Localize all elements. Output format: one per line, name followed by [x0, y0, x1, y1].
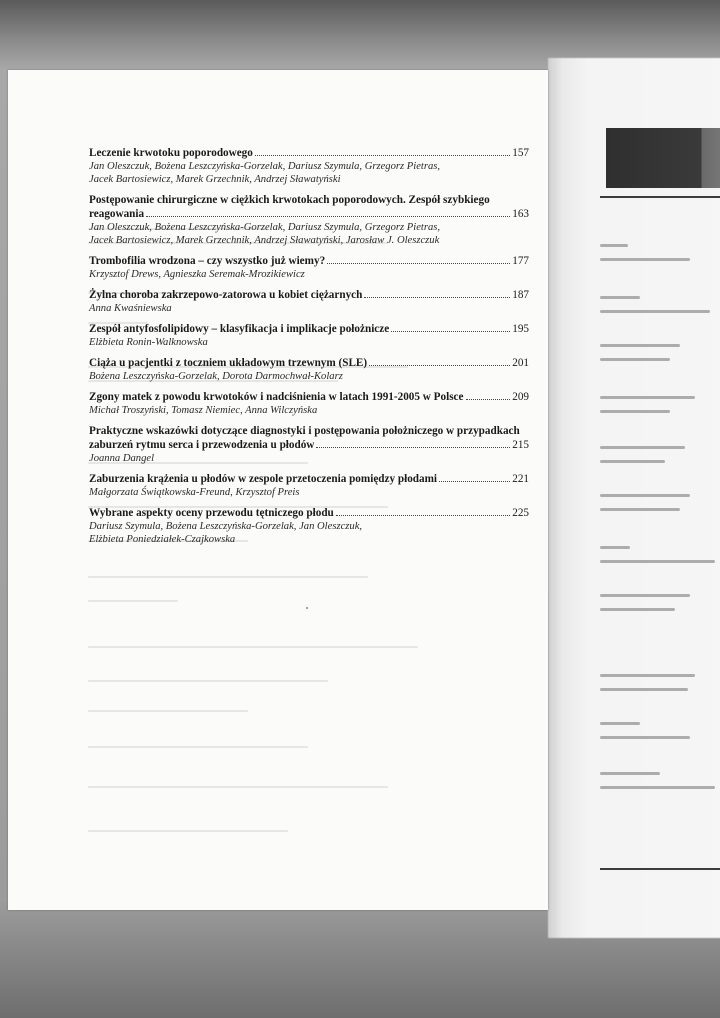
toc-entry-authors: Jacek Bartosiewicz, Marek Grzechnik, Andrzej Sławatyński [89, 174, 341, 185]
leader-dots [439, 481, 510, 482]
adjacent-page-faint-text [600, 410, 670, 413]
toc-entry-page: 163 [512, 208, 529, 220]
leader-dots [146, 216, 510, 217]
adjacent-page-rule [600, 196, 720, 198]
toc-entry-authors: Małgorzata Świątkowska-Freund, Krzysztof Preis [89, 487, 300, 498]
adjacent-page-faint-text [600, 446, 685, 449]
adjacent-page-faint-text [600, 546, 630, 549]
toc-entry [89, 506, 529, 546]
adjacent-page-faint-text [600, 722, 640, 725]
toc-entry-title[interactable]: Zgony matek z powodu krwotoków i nadciśnienia w latach 1991-2005 w Polsce [89, 391, 464, 403]
adjacent-page-faint-text [600, 358, 670, 361]
adjacent-page-faint-text [600, 560, 715, 563]
toc-entry-page: 201 [512, 357, 529, 369]
toc-entry [89, 322, 529, 349]
toc-entry [89, 254, 529, 281]
adjacent-page-faint-text [600, 508, 680, 511]
toc-entry [89, 424, 529, 465]
leader-dots [327, 263, 510, 264]
show-through-line [88, 746, 308, 748]
toc-entry-authors: Joanna Dangel [89, 453, 155, 464]
toc-entry-title[interactable]: Żylna choroba zakrzepowo-zatorowa u kobiet ciężarnych [89, 289, 363, 301]
adjacent-page-faint-text [600, 736, 690, 739]
toc-entry-page: 225 [512, 507, 529, 519]
leader-dots [316, 447, 510, 448]
toc-entry-authors: Jan Oleszczuk, Bożena Leszczyńska-Gorzelak, Dariusz Szymula, Grzegorz Pietras, [89, 222, 441, 233]
adjacent-page-faint-text [600, 786, 715, 789]
adjacent-page-faint-text [600, 396, 695, 399]
toc-entry-page: 187 [512, 289, 529, 301]
adjacent-page-faint-text [600, 772, 660, 775]
paper-speck [306, 607, 308, 609]
toc-entry-authors: Michał Troszyński, Tomasz Niemiec, Anna Wilczyńska [89, 405, 318, 416]
adjacent-page-faint-text [600, 494, 690, 497]
show-through-line [88, 576, 368, 578]
adjacent-page-rule [600, 868, 720, 870]
toc-entry-page: 195 [512, 323, 529, 335]
show-through-line [88, 646, 418, 648]
leader-dots [391, 331, 510, 332]
adjacent-page-faint-text [600, 674, 695, 677]
toc-entry-authors: Dariusz Szymula, Bożena Leszczyńska-Gorzelak, Jan Oleszczuk, [89, 521, 363, 532]
leader-dots [369, 365, 510, 366]
toc-entry-authors: Jan Oleszczuk, Bożena Leszczyńska-Gorzelak, Dariusz Szymula, Grzegorz Pietras, [89, 161, 441, 172]
toc-entry-authors: Bożena Leszczyńska-Gorzelak, Dorota Darmochwał-Kolarz [89, 371, 343, 382]
toc-entry-authors: Elżbieta Ronin-Walknowska [89, 337, 208, 348]
toc-entry-title[interactable]: zaburzeń rytmu serca i przewodzenia u płodów [89, 439, 315, 451]
leader-dots [336, 515, 510, 516]
show-through-line [88, 600, 178, 602]
toc-entry-title[interactable]: Ciąża u pacjentki z toczniem układowym trzewnym (SLE) [89, 357, 368, 369]
toc-entry-title[interactable]: Zaburzenia krążenia u płodów w zespole przetoczenia pomiędzy płodami [89, 473, 438, 485]
toc-entry [89, 193, 529, 247]
leader-dots [364, 297, 510, 298]
adjacent-page-faint-text [600, 244, 628, 247]
toc-entry-title-line[interactable]: Praktyczne wskazówki dotyczące diagnostyki i postępowania położniczego w przypadkach [89, 425, 520, 437]
toc-entry [89, 390, 529, 417]
adjacent-page-faint-text [600, 594, 690, 597]
toc-entry-title[interactable]: Wybrane aspekty oceny przewodu tętniczego płodu [89, 507, 334, 519]
toc-entry-title-line[interactable]: Postępowanie chirurgiczne w ciężkich krwotokach poporodowych. Zespół szybkiego [89, 194, 490, 206]
toc-entry-page: 215 [512, 439, 529, 451]
toc-entry [89, 146, 529, 186]
show-through-line [88, 830, 288, 832]
toc-entry-title[interactable]: Leczenie krwotoku poporodowego [89, 147, 253, 159]
show-through-line [88, 710, 248, 712]
adjacent-page-faint-text [600, 296, 640, 299]
toc-entry-authors: Anna Kwaśniewska [89, 303, 172, 314]
adjacent-page-faint-text [600, 310, 710, 313]
table-of-contents [89, 146, 529, 553]
show-through-line [88, 786, 388, 788]
adjacent-page-faint-text [600, 344, 680, 347]
adjacent-page-faint-text [600, 608, 675, 611]
toc-entry-page: 209 [512, 391, 529, 403]
leader-dots [255, 155, 510, 156]
toc-entry [89, 356, 529, 383]
adjacent-page-faint-text [600, 258, 690, 261]
toc-entry-page: 177 [512, 255, 529, 267]
adjacent-page-faint-text [600, 460, 665, 463]
toc-entry-title[interactable]: Zespół antyfosfolipidowy – klasyfikacja i implikacje położnicze [89, 323, 390, 335]
toc-entry-authors: Krzysztof Drews, Agnieszka Seremak-Mrozikiewicz [89, 269, 305, 280]
adjacent-page [548, 58, 720, 938]
adjacent-page-faint-text [600, 688, 688, 691]
toc-entry [89, 288, 529, 315]
toc-entry-page: 221 [512, 473, 529, 485]
toc-entry-authors: Jacek Bartosiewicz, Marek Grzechnik, Andrzej Sławatyński, Jarosław J. Oleszczuk [89, 235, 440, 246]
adjacent-page-header-block [606, 128, 720, 188]
leader-dots [466, 399, 511, 400]
toc-entry-title[interactable]: reagowania [89, 208, 145, 220]
toc-entry-authors: Elżbieta Poniedziałek-Czajkowska [89, 534, 236, 545]
show-through-line [88, 680, 328, 682]
toc-entry-title[interactable]: Trombofilia wrodzona – czy wszystko już wiemy? [89, 255, 326, 267]
toc-entry [89, 472, 529, 499]
toc-entry-page: 157 [512, 147, 529, 159]
